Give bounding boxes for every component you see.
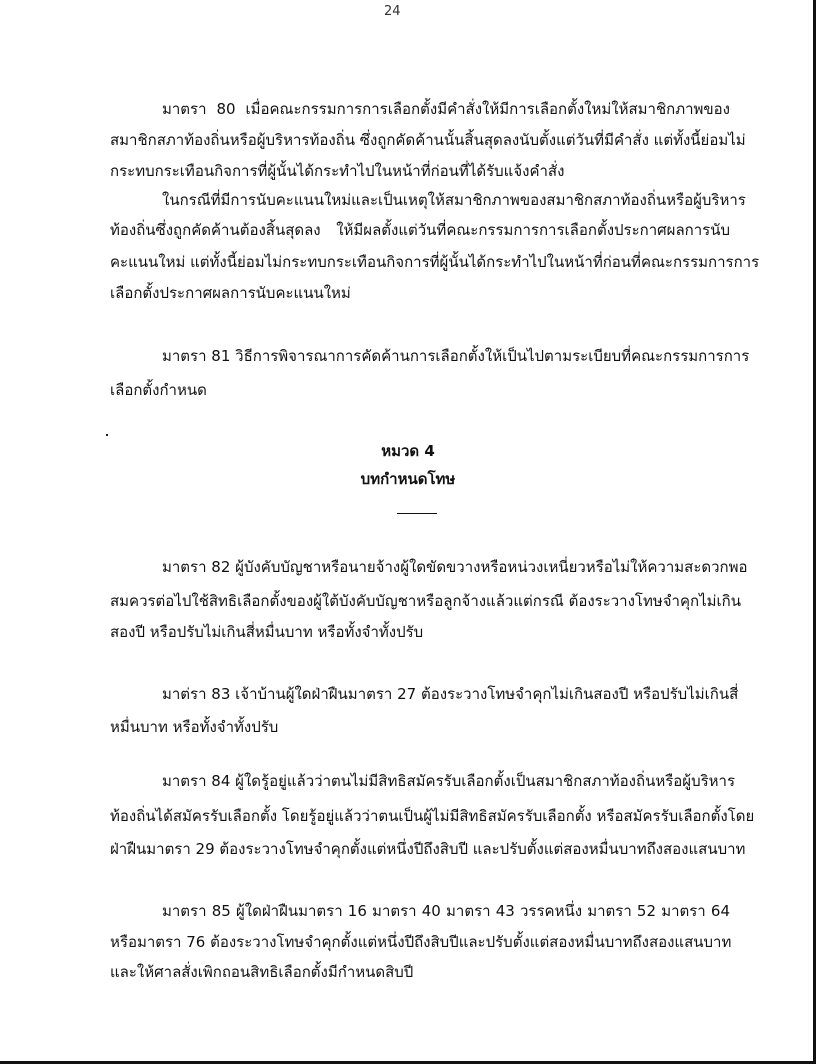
chapter-title: บทกำหนดโทษ bbox=[360, 470, 456, 488]
paragraph-line: สองปี หรือปรับไม่เกินสี่หมื่นบาท หรือทั้งจำทั้งปรับ bbox=[110, 623, 424, 641]
paragraph-line: กระทบกระเทือนกิจการที่ผู้นั้นได้กระทำไปในหน้าที่ก่อนที่ได้รับแจ้งคำสั่ง bbox=[110, 162, 565, 180]
chapter-number: หมวด 4 bbox=[381, 442, 435, 460]
paragraph-line: ท้องถิ่นซึ่งถูกคัดค้านต้องสิ้นสุดลง ให้มีผลตั้งแต่วันที่คณะกรรมการการเลือกตั้งประกาศผลการนับ bbox=[110, 221, 730, 239]
paragraph-line: สมควรต่อไปใช้สิทธิเลือกตั้งของผู้ใต้บังคับบัญชาหรือลูกจ้างแล้วแต่กรณี ต้องระวางโทษจำคุกไม่เกิน bbox=[110, 592, 741, 610]
paragraph-line: หรือมาตรา 76 ต้องระวางโทษจำคุกตั้งแต่หนึ่งปีถึงสิบปีและปรับตั้งแต่สองหมื่นบาทถึงสองแสนบาท bbox=[110, 933, 732, 951]
paragraph-line: ฝ่าฝืนมาตรา 29 ต้องระวางโทษจำคุกตั้งแต่หนึ่งปีถึงสิบปี และปรับตั้งแต่สองหมื่นบาทถึงสองแสนบาท bbox=[110, 840, 746, 858]
paragraph-line: มาตรา 82 ผู้บังคับบัญชาหรือนายจ้างผู้ใดขัดขวางหรือหน่วงเหนี่ยวหรือไม่ให้ความสะดวกพอ bbox=[162, 558, 748, 576]
paragraph-line: และให้ศาลสั่งเพิกถอนสิทธิเลือกตั้งมีกำหนดสิบปี bbox=[110, 963, 414, 981]
paragraph-line: ท้องถิ่นได้สมัครรับเลือกตั้ง โดยรู้อยู่แล้วว่าตนเป็นผู้ไม่มีสิทธิสมัครรับเลือกตั้ง หรือสมัครรับเลือกตั้งโดย bbox=[110, 807, 755, 825]
paragraph-line: มาต่รา 83 เจ้าบ้านผู้ใดฝ่าฝืนมาตรา 27 ต้องระวางโทษจำคุกไม่เกินสองปี หรือปรับไม่เกินสี่ bbox=[162, 685, 739, 703]
paragraph-line: มาตรา 84 ผู้ใดรู้อยู่แล้วว่าตนไม่มีสิทธิสมัครรับเลือกตั้งเป็นสมาชิกสภาท้องถิ่นหรือผู้บริหาร bbox=[162, 772, 736, 790]
paragraph-line: มาตรา 81 วิธีการพิจารณาการคัดค้านการเลือกตั้งให้เป็นไปตามระเบียบที่คณะกรรมการการ bbox=[162, 347, 750, 365]
page-number: 24 bbox=[384, 4, 401, 19]
paragraph-line: มาตรา 85 ผู้ใดฝ่าฝืนมาตรา 16 มาตรา 40 มาตรา 43 วรรคหนึ่ง มาตรา 52 มาตรา 64 bbox=[162, 902, 730, 920]
paragraph-line: หมื่นบาท หรือทั้งจำทั้งปรับ bbox=[110, 718, 279, 736]
scan-speck bbox=[106, 434, 108, 436]
paragraph-line: เลือกตั้งกำหนด bbox=[110, 381, 207, 399]
paragraph-line: มาตรา 80 เมื่อคณะกรรมการการเลือกตั้งมีคำสั่งให้มีการเลือกตั้งใหม่ให้สมาชิกภาพของ bbox=[162, 100, 730, 118]
paragraph-line: ในกรณีที่มีการนับคะแนนใหม่และเป็นเหตุให้สมาชิกภาพของสมาชิกสภาท้องถิ่นหรือผู้บริหาร bbox=[162, 191, 746, 209]
paragraph-line: เลือกตั้งประกาศผลการนับคะแนนใหม่ bbox=[110, 284, 351, 302]
heading-divider bbox=[397, 513, 437, 514]
paragraph-line: คะแนนใหม่ แต่ทั้งนี้ย่อมไม่กระทบกระเทือนกิจการที่ผู้นั้นได้กระทำไปในหน้าที่ก่อนที่คณะกรรมการการ bbox=[110, 253, 760, 271]
paragraph-line: สมาชิกสภาท้องถิ่นหรือผู้บริหารท้องถิ่น ซึ่งถูกคัดค้านนั้นสิ้นสุดลงนับตั้งแต่วันที่มีคำสั่ง แต่ทั้งนี้ย่อมไม่ bbox=[110, 131, 746, 149]
